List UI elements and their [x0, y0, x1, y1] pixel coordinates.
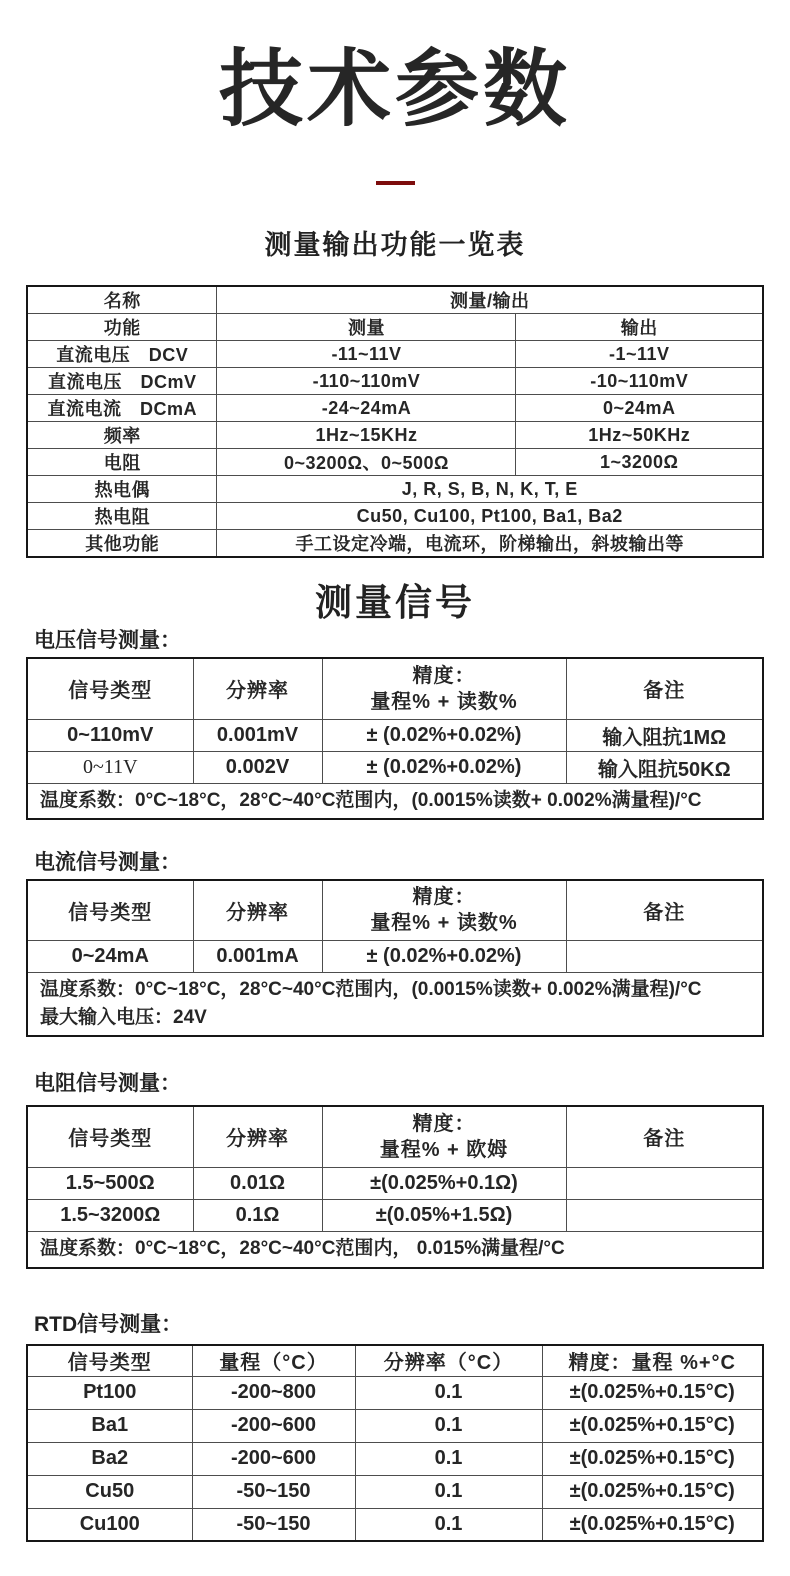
signal-type-cell: 1.5~3200Ω	[27, 1199, 193, 1231]
remark-cell	[566, 1167, 763, 1199]
table-row	[27, 395, 763, 422]
table-row	[27, 1376, 763, 1409]
output-cell: 0~24mA	[516, 395, 763, 422]
signal-type-cell: Cu50	[27, 1475, 192, 1508]
label-cell: 其他功能	[27, 530, 217, 558]
resistance-section-label: 电阻信号测量：	[34, 1072, 181, 1095]
accuracy-header: 精度：量程 %+°C	[542, 1345, 763, 1376]
measure-cell: -110~110mV	[217, 368, 516, 395]
label-cell: 频率	[27, 422, 217, 449]
remark-header: 备注	[566, 1106, 763, 1167]
voltage-section-label: 电压信号测量：	[34, 629, 181, 652]
range-cell: -50~150	[192, 1475, 355, 1508]
signal-type-cell: Cu100	[27, 1508, 192, 1541]
footnote-line: 温度系数：0°C~18°C，28°C~40°C范围内，(0.0015%读数+ 0.002%满量程)/°C	[40, 789, 702, 811]
merged-cell: 测量/输出	[217, 286, 763, 314]
signal-type-cell: 1.5~500Ω	[27, 1167, 193, 1199]
label-cell: 功能	[27, 314, 217, 341]
accuracy-cell: ± (0.02%+0.02%)	[322, 751, 566, 783]
resolution-header: 分辨率	[193, 658, 322, 719]
range-cell: -200~600	[192, 1409, 355, 1442]
merged-cell: J, R, S, B, N, K, T, E	[217, 476, 763, 503]
label-cell: 直流电压 DCV	[27, 341, 217, 368]
measure-cell: 0~3200Ω、0~500Ω	[217, 449, 516, 476]
footnote-line: 最大输入电压：24V	[40, 1007, 207, 1028]
label-cell: 热电偶	[27, 476, 217, 503]
remark-cell	[566, 1199, 763, 1231]
merged-cell: 手工设定冷端，电流环，阶梯输出，斜坡输出等	[217, 530, 763, 558]
range-cell: -200~600	[192, 1442, 355, 1475]
footnote-cell	[27, 783, 763, 819]
resolution-cell: 0.002V	[193, 751, 322, 783]
footnote-line: 温度系数：0°C~18°C，28°C~40°C范围内，(0.0015%读数+ 0.002%满量程)/°C	[40, 979, 702, 1000]
voltage-table	[26, 657, 764, 820]
merged-cell: Cu50, Cu100, Pt100, Ba1, Ba2	[217, 503, 763, 530]
accuracy-header	[322, 1106, 566, 1167]
accuracy-header-line2: 量程% + 读数%	[370, 912, 518, 935]
label-cell: 名称	[27, 286, 217, 314]
table-row	[27, 751, 763, 783]
accuracy-cell: ±(0.025%+0.15°C)	[542, 1475, 763, 1508]
table-row	[27, 1167, 763, 1199]
resolution-header: 分辨率	[193, 1106, 322, 1167]
output-cell: -10~110mV	[516, 368, 763, 395]
current-section-label: 电流信号测量：	[34, 850, 181, 874]
table-row	[27, 530, 763, 558]
table-row	[27, 314, 763, 341]
accuracy-header-line2: 量程% + 读数%	[370, 690, 518, 713]
accuracy-header-line1: 精度：	[412, 1112, 476, 1135]
table-header-row	[27, 1345, 763, 1376]
rtd-section-label: RTD信号测量：	[34, 1313, 183, 1336]
accuracy-header	[322, 658, 566, 719]
accuracy-cell: ±(0.025%+0.15°C)	[542, 1508, 763, 1541]
signal-type-cell: Ba1	[27, 1409, 192, 1442]
label-cell: 直流电流 DCmA	[27, 395, 217, 422]
resolution-cell: 0.1	[355, 1442, 542, 1475]
resolution-cell: 0.01Ω	[193, 1167, 322, 1199]
output-cell: -1~11V	[516, 341, 763, 368]
range-cell: -200~800	[192, 1376, 355, 1409]
accuracy-cell: ± (0.02%+0.02%)	[322, 719, 566, 751]
measure-cell: 测量	[217, 314, 516, 341]
resolution-cell: 0.001mA	[193, 941, 322, 973]
resolution-header: 分辨率（°C）	[355, 1345, 542, 1376]
accuracy-cell: ± (0.02%+0.02%)	[322, 941, 566, 973]
resolution-cell: 0.1	[355, 1376, 542, 1409]
footnote-cell	[27, 973, 763, 1037]
measure-cell: -24~24mA	[217, 395, 516, 422]
accuracy-cell: ±(0.025%+0.15°C)	[542, 1442, 763, 1475]
table-row	[27, 422, 763, 449]
accuracy-header-line2: 量程% + 欧姆	[379, 1138, 509, 1161]
accuracy-header-line1: 精度：	[412, 886, 476, 909]
output-cell: 输出	[516, 314, 763, 341]
accuracy-cell: ±(0.025%+0.15°C)	[542, 1376, 763, 1409]
remark-header: 备注	[566, 880, 763, 941]
remark-header: 备注	[566, 658, 763, 719]
signal-type-cell: Pt100	[27, 1376, 192, 1409]
label-cell: 直流电压 DCmV	[27, 368, 217, 395]
accuracy-header	[322, 880, 566, 941]
table-row	[27, 341, 763, 368]
range-cell: -50~150	[192, 1508, 355, 1541]
accuracy-cell: ±(0.025%+0.15°C)	[542, 1409, 763, 1442]
resolution-header: 分辨率	[193, 880, 322, 941]
current-table	[26, 879, 764, 1038]
resolution-cell: 0.1Ω	[193, 1199, 322, 1231]
table-row	[27, 1442, 763, 1475]
page-title: 技术参数	[218, 42, 571, 136]
footnote-row	[27, 1231, 763, 1268]
measure-cell: 1Hz~15KHz	[217, 422, 516, 449]
page-subtitle: 测量输出功能一览表	[264, 230, 526, 260]
table-row	[27, 286, 763, 314]
table-header-row	[27, 880, 763, 941]
signal-type-cell: 0~24mA	[27, 941, 193, 973]
remark-cell	[566, 941, 763, 973]
overview-table	[26, 285, 764, 558]
table-header-row	[27, 1106, 763, 1167]
signal-type-cell: 0~110mV	[27, 719, 193, 751]
footnote-line: 温度系数：0°C~18°C，28°C~40°C范围内， 0.015%满量程/°C	[40, 1238, 565, 1260]
table-row	[27, 1199, 763, 1231]
signal-type-header: 信号类型	[27, 1106, 193, 1167]
measure-cell: -11~11V	[217, 341, 516, 368]
resolution-cell: 0.1	[355, 1409, 542, 1442]
table-row	[27, 449, 763, 476]
accuracy-cell: ±(0.025%+0.1Ω)	[322, 1167, 566, 1199]
range-header: 量程（°C）	[192, 1345, 355, 1376]
signal-type-header: 信号类型	[27, 880, 193, 941]
accuracy-header-line1: 精度：	[412, 664, 476, 687]
output-cell: 1~3200Ω	[516, 449, 763, 476]
label-cell: 电阻	[27, 449, 217, 476]
remark-cell: 输入阻抗50KΩ	[566, 751, 763, 783]
signal-type-header: 信号类型	[27, 1345, 192, 1376]
table-row	[27, 1475, 763, 1508]
table-row	[27, 1508, 763, 1541]
signal-type-cell: 0~11V	[27, 751, 193, 783]
table-row	[27, 476, 763, 503]
table-row	[27, 719, 763, 751]
signal-type-cell: Ba2	[27, 1442, 192, 1475]
footnote-row	[27, 783, 763, 819]
section-heading-measure-signal: 测量信号	[315, 582, 475, 623]
rtd-table	[26, 1344, 764, 1542]
label-cell: 热电阻	[27, 503, 217, 530]
resolution-cell: 0.1	[355, 1508, 542, 1541]
table-row	[27, 368, 763, 395]
table-row	[27, 1409, 763, 1442]
accuracy-cell: ±(0.05%+1.5Ω)	[322, 1199, 566, 1231]
footnote-cell	[27, 1231, 763, 1268]
resolution-cell: 0.1	[355, 1475, 542, 1508]
resistance-table	[26, 1105, 764, 1269]
accent-dash	[376, 181, 415, 185]
output-cell: 1Hz~50KHz	[516, 422, 763, 449]
signal-type-header: 信号类型	[27, 658, 193, 719]
remark-cell: 输入阻抗1MΩ	[566, 719, 763, 751]
footnote-row	[27, 973, 763, 1037]
table-row	[27, 503, 763, 530]
table-header-row	[27, 658, 763, 719]
resolution-cell: 0.001mV	[193, 719, 322, 751]
table-row	[27, 941, 763, 973]
